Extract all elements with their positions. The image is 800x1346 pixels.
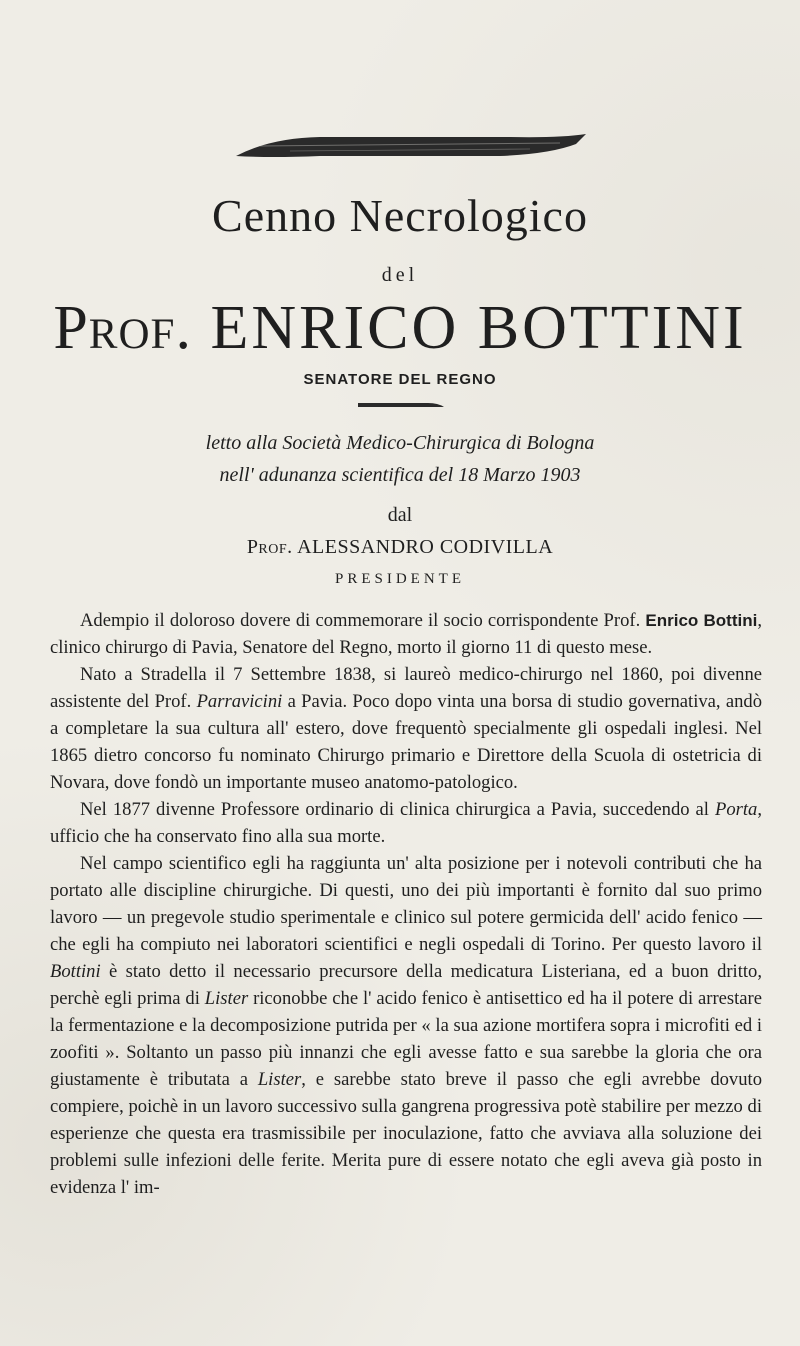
person-name: Lister bbox=[204, 988, 249, 1009]
paragraph-text: è stato detto il necessario precursore della medicatura Listeriana, ed a buon dritto, perchè egli prima di bbox=[50, 961, 762, 1009]
paragraph-text: , e sarebbe stato breve il passo che egli avrebbe dovuto compiere, poichè in un lavoro successivo sulla gangrena progressiva potè stabilire per mezzo di esperienze che questa era trasmissibile per inoculazione, fatto che avviava alla soluzione dei problemi sulle infezioni delle ferite. Merita pure di essere notato che egli aveva già posto in evidenza l' im- bbox=[50, 1069, 762, 1198]
speaker-name bbox=[0, 536, 800, 559]
occasion-line-2: nell' adunanza scientifica del 18 Marzo 1903 bbox=[219, 464, 581, 486]
paragraph-4 bbox=[50, 850, 762, 1201]
divider-ornament-icon bbox=[358, 402, 444, 408]
person-name: Enrico Bottini bbox=[645, 611, 758, 630]
paragraph-2 bbox=[50, 661, 762, 796]
header-ornament-icon bbox=[230, 134, 590, 160]
subject-title: SENATORE DEL REGNO bbox=[303, 371, 497, 388]
person-name: Lister bbox=[257, 1069, 302, 1090]
paragraph-text: Adempio il doloroso dovere di commemorare il socio corrispondente Prof. bbox=[80, 610, 646, 631]
document-title: Cenno Necrologico bbox=[212, 190, 588, 241]
subject-name-text: ENRICO BOTTINI bbox=[210, 294, 747, 362]
speaker-name-prefix: Prof. bbox=[246, 536, 293, 558]
paragraph-text: a Pavia. Poco dopo vinta una borsa di studio governativa, andò a completare la sua cultura all' estero, dove frequentò specialmente gli ospedali inglesi. Nel 1865 dietro concorso fu nominato Chirurgo primario e Direttore della Scuola di ostetricia di Novara, dove fondò un importante museo anatomo-patologico. bbox=[50, 691, 763, 793]
paragraph-text: Nel campo scientifico egli ha raggiunta un' alta posizione per i notevoli contributi che ha portato alle discipline chirurgiche. Di questi, uno dei più importanti è fornito dal suo primo lavoro — un pregevole studio sperimentale e clinico sul potere germicida dell' acido fenico — che egli ha compiuto nei laboratori scientifici e negli ospedali di Torino. Per questo lavoro il bbox=[50, 853, 762, 955]
speaker-name-text: ALESSANDRO CODIVILLA bbox=[297, 536, 554, 558]
occasion-line-1: letto alla Società Medico-Chirurgica di Bologna bbox=[205, 432, 595, 454]
paragraph-text: , clinico chirurgo di Pavia, Senatore del Regno, morto il giorno 11 di questo mese. bbox=[50, 610, 762, 658]
occasion-text bbox=[0, 427, 800, 491]
paragraph-text: , ufficio che ha conservato fino alla sua morte. bbox=[50, 799, 762, 847]
person-name: Bottini bbox=[50, 961, 101, 982]
person-name: Parravicini bbox=[196, 691, 283, 712]
paragraph-text: riconobbe che l' acido fenico è antisettico ed ha il potere di arrestare la fermentazione e la decomposizione putrida per « la sua azione mortifera sopra i microfiti ed i zoofiti ». Soltanto un passo più innanzi che egli avesse fatto e sua sarebbe la gloria che ora giustamente è tributata a bbox=[50, 988, 762, 1090]
person-name: Porta bbox=[714, 799, 758, 820]
title-connector: del bbox=[381, 264, 419, 286]
subject-name-prefix: Prof. bbox=[53, 294, 192, 362]
paragraph-3 bbox=[50, 796, 762, 850]
speaker-connector: dal bbox=[387, 504, 413, 526]
body-text bbox=[50, 607, 762, 1201]
speaker-role: PRESIDENTE bbox=[335, 571, 465, 587]
paragraph-1 bbox=[50, 607, 762, 661]
paragraph-text: Nel 1877 divenne Professore ordinario di clinica chirurgica a Pavia, succedendo al bbox=[80, 799, 715, 820]
paragraph-text: Nato a Stradella il 7 Settembre 1838, si laureò medico-chirurgo nel 1860, poi divenne assistente del Prof. bbox=[50, 664, 762, 712]
subject-name bbox=[0, 292, 800, 364]
